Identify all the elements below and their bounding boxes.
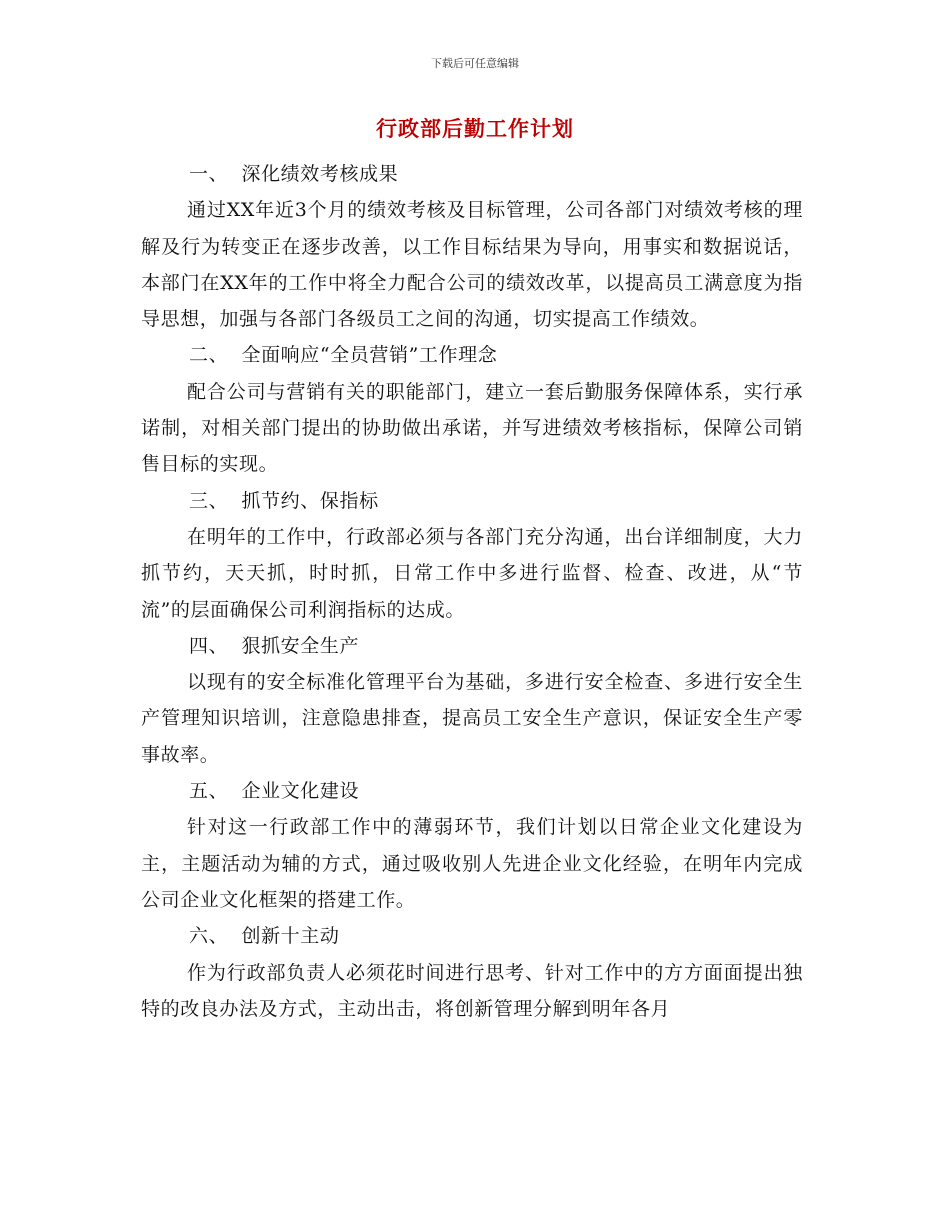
section-heading-6: 六、 创新十主动 <box>189 925 340 948</box>
document-body <box>141 156 803 1027</box>
section-body-3: 在明年的工作中，行政部必须与各部门充分沟通，出台详细制度，大力抓节约，天天抓，时时抓，日常工作中多进行监督、检查、改进，从“节流”的层面确保公司利润指标的达成。 <box>141 525 803 621</box>
section-body-6: 作为行政部负责人必须花时间进行思考、针对工作中的方方面面提出独特的改良办法及方式，主动出击，将创新管理分解到明年各月 <box>141 961 803 1020</box>
section-body-1: 通过XX年近3个月的绩效考核及目标管理，公司各部门对绩效考核的理解及行为转变正在逐步改善，以工作目标结果为导向，用事实和数据说话，本部门在XX年的工作中将全力配合公司的绩效改革，以提高员工满意度为指导思想，加强与各部门各级员工之间的沟通，切实提高工作绩效。 <box>141 199 803 331</box>
section-heading-2: 二、 全面响应“全员营销”工作理念 <box>189 344 498 367</box>
section-heading-1: 一、 深化绩效考核成果 <box>189 163 399 185</box>
section-heading-4: 四、 狠抓安全生产 <box>189 634 360 657</box>
header-note: 下载后可任意编辑 <box>431 57 519 70</box>
section-heading-3: 三、 抓节约、保指标 <box>189 489 379 512</box>
section-heading-5: 五、 企业文化建设 <box>189 780 360 803</box>
section-body-4: 以现有的安全标准化管理平台为基础，多进行安全检查、多进行安全生产管理知识培训，注意隐患排查，提高员工安全生产意识，保证安全生产零事故率。 <box>141 671 803 766</box>
section-body-2: 配合公司与营销有关的职能部门，建立一套后勤服务保障体系，实行承诺制，对相关部门提出的协助做出承诺，并写进绩效考核指标，保障公司销售目标的实现。 <box>141 380 803 476</box>
document-title: 行政部后勤工作计划 <box>376 116 574 141</box>
section-body-5: 针对这一行政部工作中的薄弱环节，我们计划以日常企业文化建设为主，主题活动为辅的方式，通过吸收别人先进企业文化经验，在明年内完成公司企业文化框架的搭建工作。 <box>141 816 803 911</box>
